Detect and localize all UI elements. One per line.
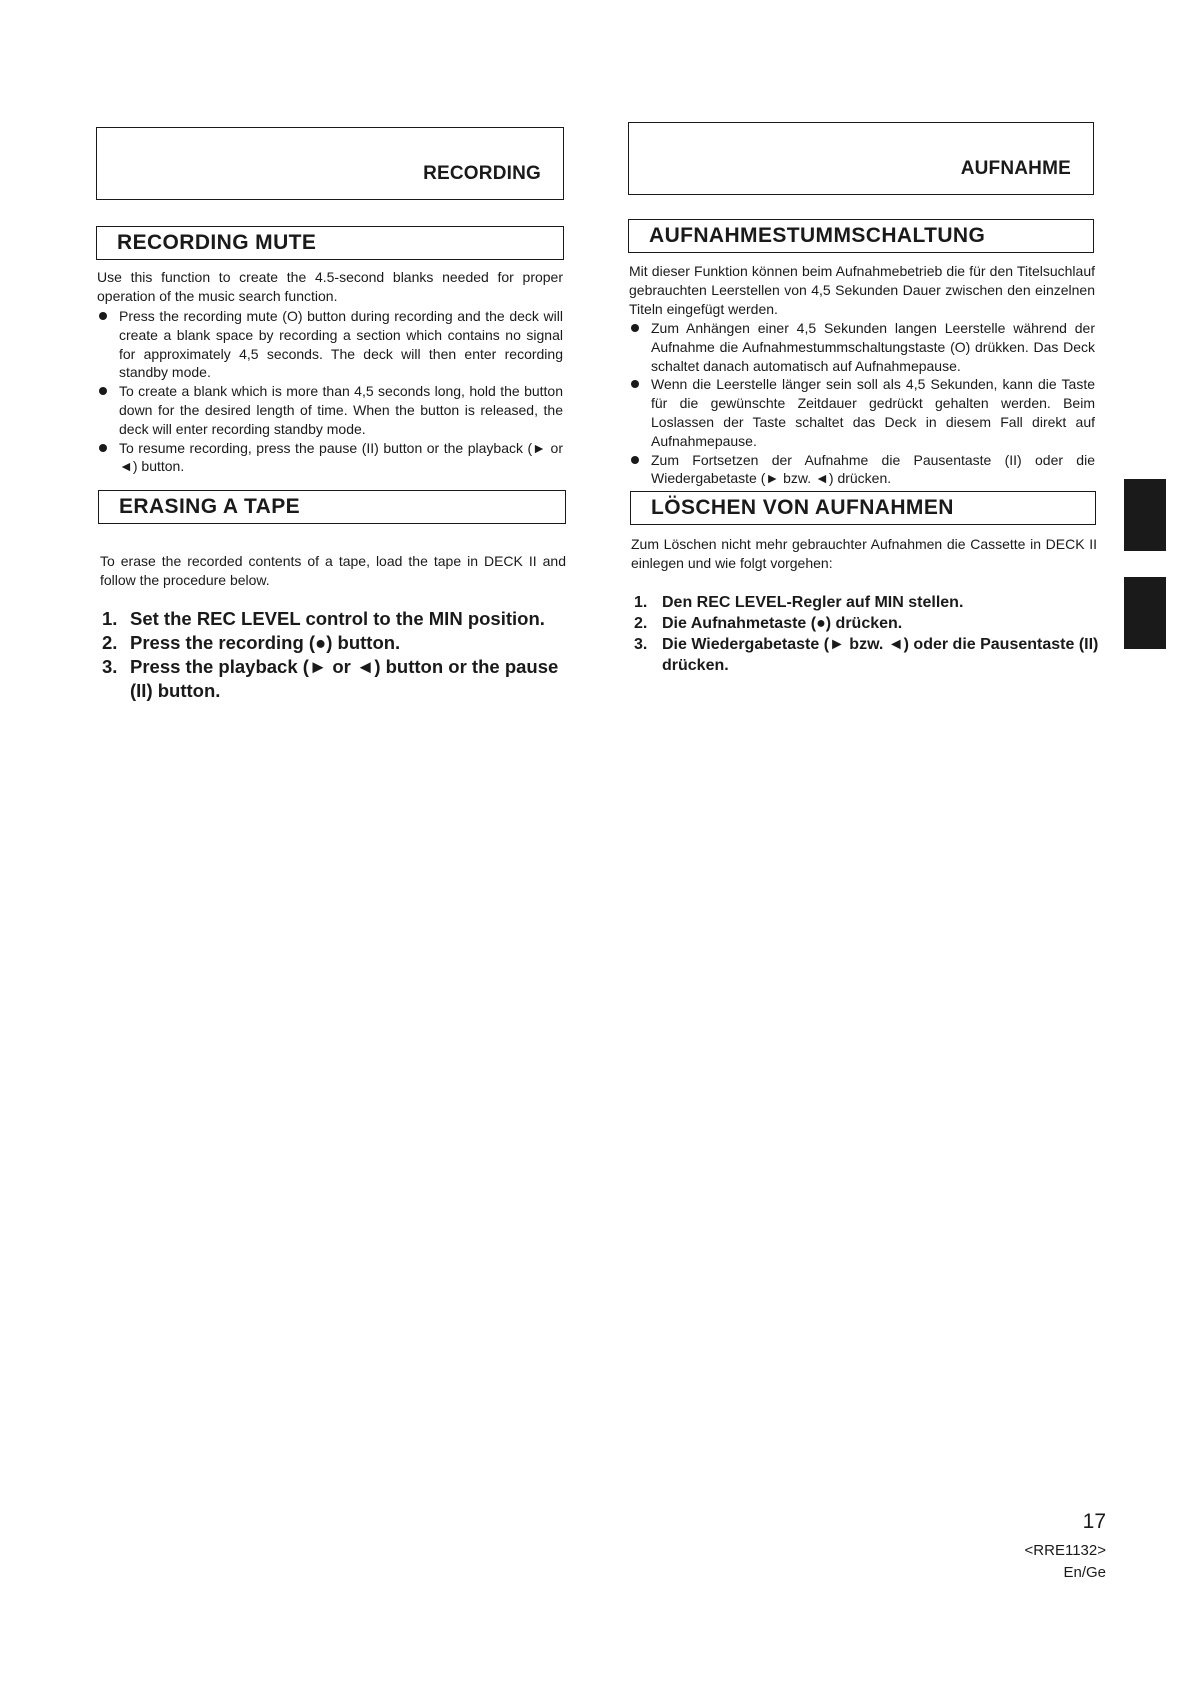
step-item: 1. Set the REC LEVEL control to the MIN position. xyxy=(102,608,545,629)
section-heading-recording-mute: RECORDING MUTE xyxy=(96,226,564,260)
erasing-steps xyxy=(100,607,570,703)
step-item: 2. Die Aufnahmetaste (●) drücken. xyxy=(634,615,903,632)
thumb-index-tab-lower xyxy=(1124,577,1166,649)
step-item: 2. Press the recording (●) button. xyxy=(102,632,401,653)
bullet-icon xyxy=(99,387,107,395)
header-box-english xyxy=(96,127,564,200)
list-item: To resume recording, press the pause (II) button or the playback (► or ◄) button. xyxy=(97,439,563,477)
language-code: En/Ge xyxy=(1063,1564,1106,1581)
list-item: To create a blank which is more than 4,5 seconds long, hold the button down for the desired length of time. When the button is released, the deck will enter recording standby mode. xyxy=(97,382,563,438)
step-item: 1. Den REC LEVEL-Regler auf MIN stellen. xyxy=(634,594,964,611)
step-item: 3. Press the playback (► or ◄) button or the pause (II) button. xyxy=(102,656,559,701)
loeschen-intro: Zum Löschen nicht mehr gebrauchter Aufnahmen die Cassette in DECK II einlegen und wie folgt vorgehen: xyxy=(631,536,1097,571)
header-box-german xyxy=(628,122,1094,195)
page-footer xyxy=(1025,1510,1106,1584)
list-item: Zum Anhängen einer 4,5 Sekunden langen Leerstelle während der Aufnahme die Aufnahmestummschaltungstaste (O) drükken. Das Deck schaltet danach automatisch auf Aufnahmepause. xyxy=(629,319,1095,375)
section-heading-loeschen: LÖSCHEN VON AUFNAHMEN xyxy=(630,491,1096,525)
list-item: Press the recording mute (O) button during recording and the deck will create a blank space by recording a section which contains no signal for approximately 4,5 seconds. The deck will then enter recording standby mode. xyxy=(97,307,563,382)
bullet-icon xyxy=(99,312,107,320)
list-item: Zum Fortsetzen der Aufnahme die Pausentaste (II) oder die Wiedergabetaste (► bzw. ◄) drücken. xyxy=(629,451,1095,489)
section-heading-erasing-tape: ERASING A TAPE xyxy=(98,490,566,524)
aufnahmestummschaltung-intro: Mit dieser Funktion können beim Aufnahmebetrieb die für den Titelsuchlauf gebrauchten Leerstellen von 4,5 Sekunden Dauer zwischen den einzelnen Titeln eingefügt werden. xyxy=(629,263,1095,317)
bullet-icon xyxy=(631,380,639,388)
page-number: 17 xyxy=(1082,1510,1106,1533)
aufnahmestummschaltung-bullets xyxy=(629,319,1095,488)
bullet-icon xyxy=(631,324,639,332)
recording-mute-intro: Use this function to create the 4.5-second blanks needed for proper operation of the music search function. xyxy=(97,269,563,304)
section-heading-aufnahmestummschaltung: AUFNAHMESTUMMSCHALTUNG xyxy=(628,219,1094,253)
recording-mute-bullets xyxy=(97,307,563,476)
header-title-german: AUFNAHME xyxy=(960,158,1071,179)
loeschen-steps xyxy=(632,592,1100,676)
header-title-english: RECORDING xyxy=(423,163,541,184)
bullet-icon xyxy=(99,444,107,452)
list-item: Wenn die Leerstelle länger sein soll als 4,5 Sekunden, kann die Taste für die gewünschte Zeitdauer gedrückt gehalten werden. Beim Loslassen der Taste schaltet das Deck in diesem Fall direkt auf Aufnahmepause. xyxy=(629,375,1095,450)
bullet-icon xyxy=(631,456,639,464)
step-item: 3. Die Wiedergabetaste (► bzw. ◄) oder die Pausentaste (II) drücken. xyxy=(634,636,1099,674)
document-code: <RRE1132> xyxy=(1024,1542,1106,1559)
thumb-index-tab-upper xyxy=(1124,479,1166,551)
erasing-intro: To erase the recorded contents of a tape, load the tape in DECK II and follow the procedure below. xyxy=(100,553,566,588)
